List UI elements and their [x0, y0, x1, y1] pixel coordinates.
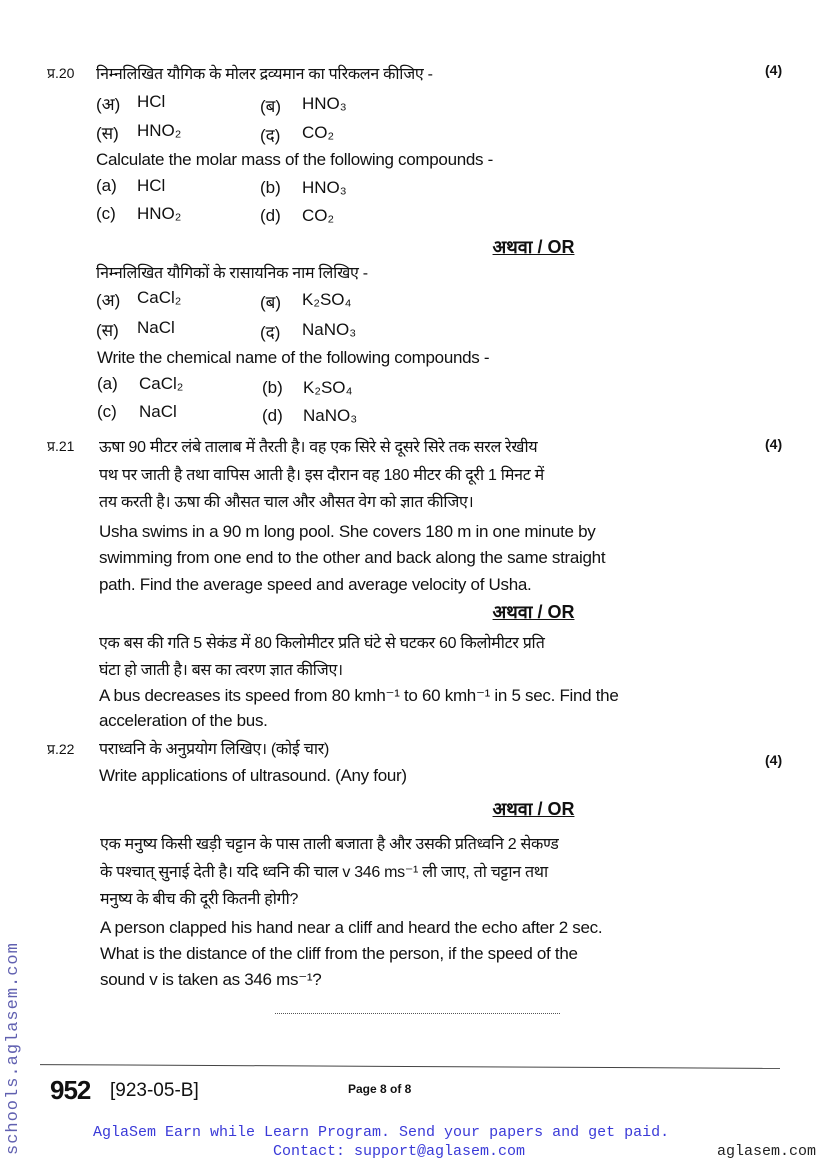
option-label: (b) [262, 378, 283, 397]
question-text-english-line: path. Find the average speed and average velocity of Usha. [99, 575, 532, 594]
site-name: aglasem.com [717, 1143, 817, 1160]
option-value: NaCl [139, 402, 177, 421]
option-value: CO₂ [302, 123, 335, 142]
question-marks: (4) [765, 62, 783, 78]
or-heading: अथवा / OR [492, 799, 575, 819]
page-indicator: Page 8 of 8 [348, 1082, 412, 1096]
alt-question-text-hindi: निम्नलिखित यौगिकों के रासायनिक नाम लिखिए - [96, 265, 368, 282]
alt-question-text-english: Write the chemical name of the following compounds - [97, 348, 490, 367]
option-value: NaNO₃ [303, 406, 358, 425]
question-text-english-line: Usha swims in a 90 m long pool. She covers 180 m in one minute by [99, 522, 596, 541]
alt-question-text-english-line: sound v is taken as 346 ms⁻¹? [100, 970, 322, 989]
option-label: (b) [260, 178, 281, 197]
option-label: (ब) [260, 293, 282, 312]
option-label: (a) [97, 374, 118, 393]
question-text-hindi-line: ऊषा 90 मीटर लंबे तालाब में तैरती है। वह एक सिरे से दूसरे सिरे तक सरल रेखीय [99, 439, 538, 456]
question-text-hindi: पराध्वनि के अनुप्रयोग लिखिए। (कोई चार) [99, 741, 329, 758]
paper-code: [923-05-B] [110, 1080, 199, 1101]
alt-question-text-hindi-line: एक बस की गति 5 सेकंड में 80 किलोमीटर प्रति घंटे से घटकर 60 किलोमीटर प्रति [99, 635, 545, 652]
option-label: (स) [96, 321, 119, 340]
contact-link[interactable]: Contact: support@aglasem.com [273, 1143, 526, 1160]
option-value: HNO₂ [137, 204, 182, 223]
option-label: (c) [96, 204, 116, 223]
option-value: K₂SO₄ [303, 378, 353, 397]
option-label: (c) [97, 402, 117, 421]
option-value: NaCl [137, 318, 175, 337]
question-text-hindi-line: तय करती है। ऊषा की औसत चाल और औसत वेग को ज्ञात कीजिए। [99, 494, 474, 511]
alt-question-text-hindi-line: घंटा हो जाती है। बस का त्वरण ज्ञात कीजिए। [99, 662, 343, 679]
or-heading: अथवा / OR [492, 602, 575, 622]
footer-rule [40, 1064, 780, 1069]
paper-number: 952 [50, 1075, 91, 1105]
question-text-english: Calculate the molar mass of the following compounds - [96, 150, 494, 169]
option-label: (द) [260, 323, 281, 342]
option-value: CaCl₂ [139, 374, 184, 393]
alt-question-text-hindi-line: एक मनुष्य किसी खड़ी चट्टान के पास ताली बजाता है और उसकी प्रतिध्वनि 2 सेकण्ड [100, 836, 559, 853]
question-text-english-line: swimming from one end to the other and back along the same straight [99, 548, 606, 567]
alt-question-text-english-line: A person clapped his hand near a cliff and heard the echo after 2 sec. [100, 918, 603, 937]
option-label: (अ) [96, 291, 121, 310]
option-value: HCl [137, 92, 166, 111]
option-label: (a) [96, 176, 117, 195]
option-value: HNO₃ [302, 94, 347, 113]
option-label: (स) [96, 124, 119, 143]
option-value: CO₂ [302, 206, 335, 225]
option-value: HNO₃ [302, 178, 347, 197]
alt-question-text-english-line: What is the distance of the cliff from the person, if the speed of the [100, 944, 578, 963]
option-value: HNO₂ [137, 121, 182, 140]
option-label: (अ) [96, 95, 121, 114]
option-value: CaCl₂ [137, 288, 182, 307]
question-text-hindi-line: पथ पर जाती है तथा वापिस आती है। इस दौरान वह 180 मीटर की दूरी 1 मिनट में [99, 467, 544, 484]
question-marks: (4) [765, 752, 783, 768]
option-label: (d) [260, 206, 281, 225]
question-marks: (4) [765, 436, 783, 452]
question-number: प्र.22 [47, 741, 75, 757]
option-value: K₂SO₄ [302, 290, 352, 309]
option-value: HCl [137, 176, 166, 195]
question-number: प्र.20 [47, 65, 75, 81]
option-label: (d) [262, 406, 283, 425]
end-of-paper-divider [275, 1013, 560, 1014]
option-label: (ब) [260, 97, 282, 116]
question-text-english: Write applications of ultrasound. (Any four) [99, 766, 407, 785]
ad-text: AglaSem Earn while Learn Program. Send your papers and get paid. [93, 1124, 670, 1141]
alt-question-text-english-line: A bus decreases its speed from 80 kmh⁻¹ to 60 kmh⁻¹ in 5 sec. Find the [99, 686, 619, 705]
option-value: NaNO₃ [302, 320, 357, 339]
option-label: (द) [260, 126, 281, 145]
alt-question-text-english-line: acceleration of the bus. [99, 711, 268, 730]
alt-question-text-hindi-line: मनुष्य के बीच की दूरी कितनी होगी? [100, 891, 299, 908]
or-heading: अथवा / OR [492, 237, 575, 257]
question-number: प्र.21 [47, 438, 75, 454]
alt-question-text-hindi-line: के पश्चात् सुनाई देती है। यदि ध्वनि की चाल v 346 ms⁻¹ ली जाए, तो चट्टान तथा [100, 864, 548, 881]
question-text-hindi: निम्नलिखित यौगिक के मोलर द्रव्यमान का परिकलन कीजिए - [96, 66, 433, 83]
side-watermark: schools.aglasem.com [4, 942, 23, 1155]
